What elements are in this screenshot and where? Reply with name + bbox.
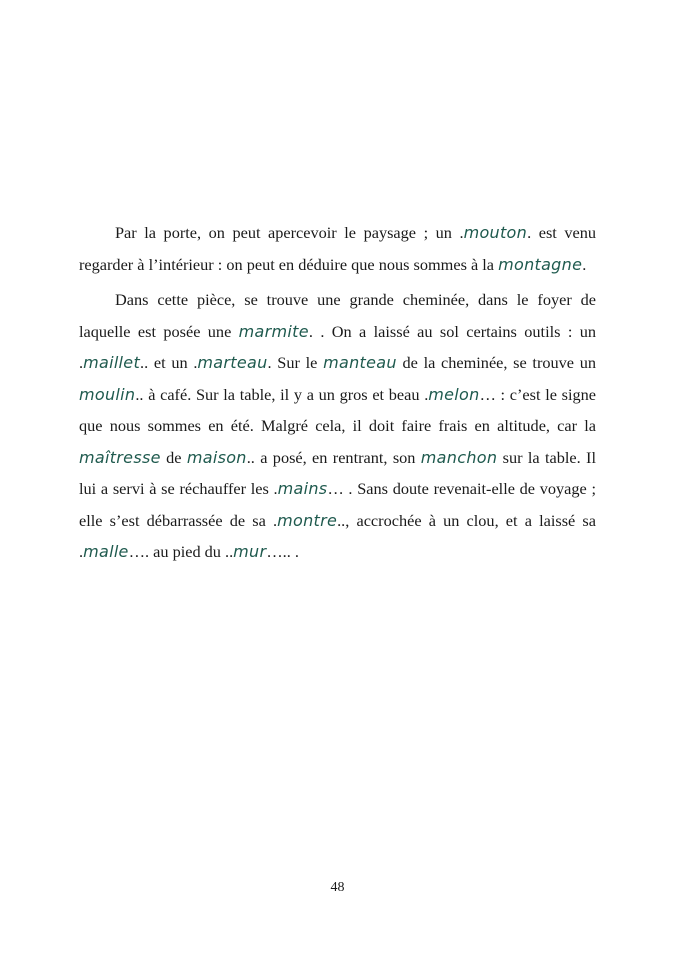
handwritten-word-malle: malle (83, 542, 129, 561)
p2-dots-7b: … (479, 384, 496, 404)
paragraph-2 (79, 284, 596, 568)
p2-text-3: et un (148, 353, 194, 372)
p2-dots-12a: . (273, 510, 278, 530)
p2-text-8: de (160, 447, 187, 467)
handwritten-word-maillet: maillet (83, 353, 141, 372)
handwritten-word-montre: montre (277, 510, 338, 530)
p2-dots-13b: …. (128, 542, 150, 561)
handwritten-word-mains: mains (277, 479, 328, 498)
p2-dots-14b: ….. (266, 542, 291, 561)
p1-dots-1: . (459, 223, 464, 242)
p2-dots-12b: .. (337, 510, 346, 530)
p2-text-7: : c’est le signe que nous sommes en été. Malgré cela, il doit faire frais en altitude, car la (79, 384, 597, 435)
text-block (79, 217, 596, 572)
p1-dots-3: . (582, 254, 587, 274)
p2-dots-14a: .. (225, 542, 234, 561)
p2-text-13: au pied du (149, 542, 226, 561)
p2-dots-7a: . (424, 384, 429, 404)
p2-dots-11a: . (273, 479, 278, 498)
p2-text-11: . Sans doute revenait-elle de voyage ; elle s’est débarrassée de sa (79, 479, 596, 530)
handwritten-word-maison: maison (186, 447, 247, 467)
p2-dots-3a: . (79, 353, 84, 372)
p2-text-1: Dans cette pièce, se trouve une grande cheminée, dans le foyer de laquelle est posée une (79, 290, 596, 341)
page-number: 48 (330, 880, 345, 895)
handwritten-word-marteau: marteau (197, 353, 268, 372)
handwritten-word-montagne: montagne (498, 254, 583, 274)
p2-text-5: de la cheminée, se trouve un (396, 353, 597, 372)
p2-dots-11b: … (327, 479, 344, 498)
p2-text-6: à café. Sur la table, il y a un gros et beau (143, 384, 425, 404)
p2-dots-9: .. (246, 447, 255, 467)
handwritten-word-mur: mur (233, 542, 267, 561)
p1-dots-2: . (527, 223, 532, 242)
p2-dots-3b: .. (140, 353, 149, 372)
handwritten-word-maitresse: maîtresse (79, 447, 161, 467)
handwritten-word-marmite: marmite (238, 321, 309, 341)
p2-text-12: , accrochée à un clou, et a laissé sa (345, 510, 596, 530)
handwritten-word-manchon: manchon (420, 447, 498, 467)
p2-text-9: a posé, en rentrant, son (254, 447, 421, 467)
p2-text-14: . (290, 542, 299, 561)
p1-text-2: est venu regarder à l’intérieur : on peut en déduire que nous sommes à la (79, 223, 597, 274)
p2-dots-1: . (308, 321, 313, 341)
handwritten-word-manteau: manteau (323, 353, 397, 372)
p2-dots-4b: . (267, 353, 272, 372)
p2-dots-6: .. (135, 384, 144, 404)
p2-text-10: sur la table. Il lui a servi à se réchauffer les (79, 447, 596, 498)
p1-text-1: Par la porte, on peut apercevoir le paysage ; un (115, 223, 460, 242)
handwritten-word-mouton: mouton (463, 223, 528, 242)
p2-dots-4a: . (193, 353, 198, 372)
p2-text-2: . On a laissé au sol certains outils : un (312, 321, 596, 341)
p2-text-4: Sur le (271, 353, 324, 372)
p2-dots-13a: . (79, 542, 84, 561)
handwritten-word-melon: melon (428, 384, 480, 404)
handwritten-word-moulin: moulin (79, 384, 136, 404)
paragraph-1 (79, 217, 596, 280)
